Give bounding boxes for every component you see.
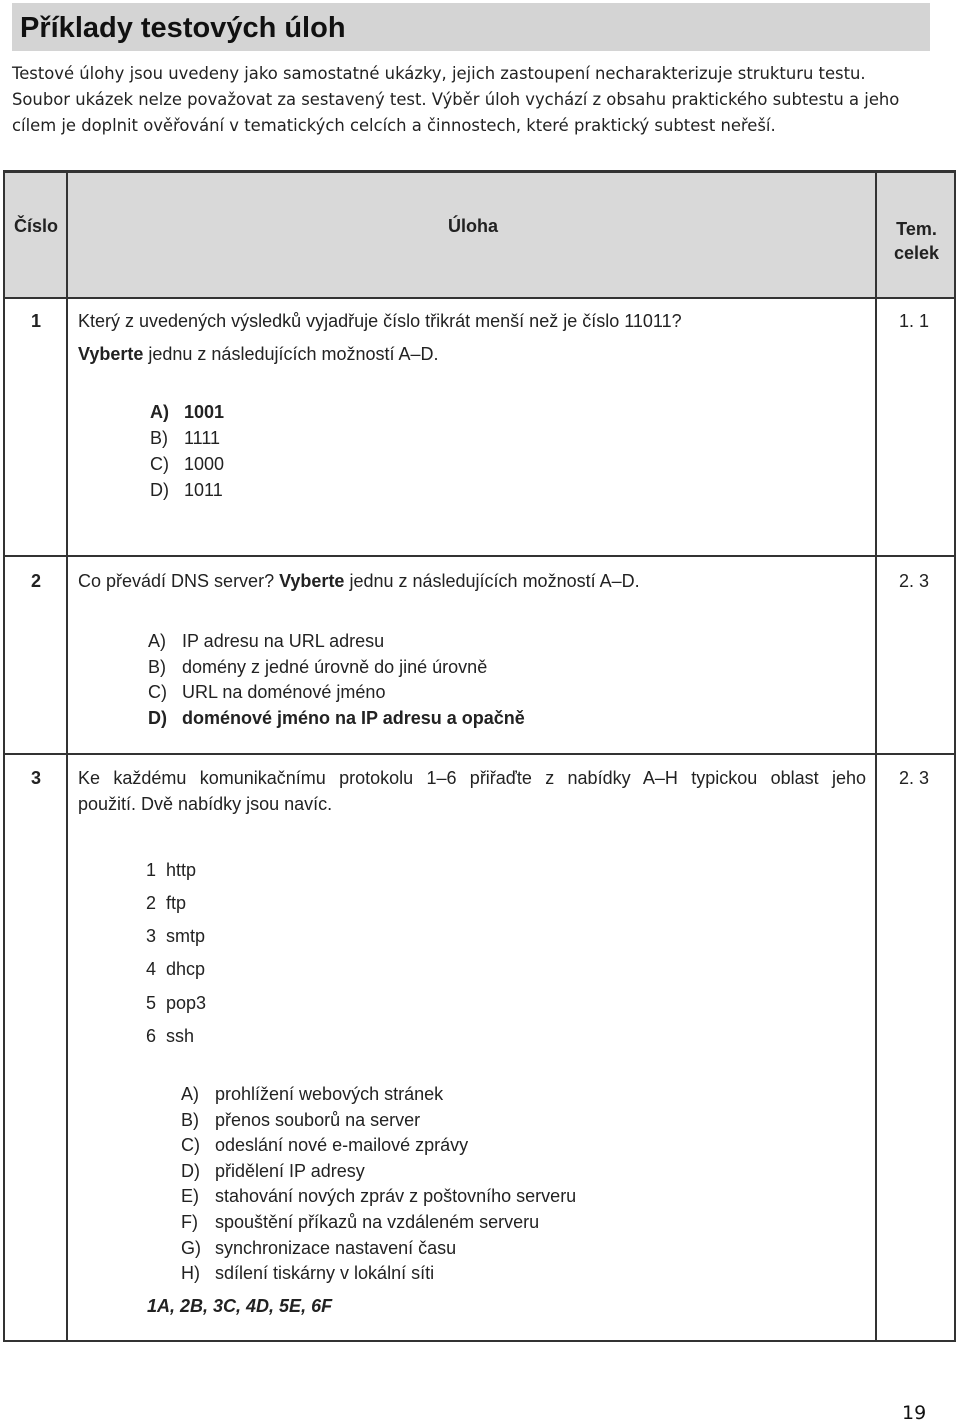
- task-number: 1: [31, 311, 42, 331]
- instruction-text: jednu z následujících možností A–D.: [344, 571, 640, 591]
- header-task: Úloha: [448, 216, 499, 236]
- option-item: D) přidělení IP adresy: [181, 1161, 365, 1181]
- intro-line: cílem je doplnit ověřování v tematických celcích a činnostech, které praktický subtest neřeší.: [12, 116, 776, 135]
- task-question: Ke každému komunikačnímu protokolu 1–6 přiřaďte z nabídky A–H typickou oblast jeho: [78, 768, 866, 788]
- option-item: D) doménové jméno na IP adresu a opačně: [148, 708, 525, 728]
- row-divider: [5, 297, 954, 299]
- option-item: A) IP adresu na URL adresu: [148, 631, 385, 651]
- option-item: F) spouštění příkazů na vzdáleném serveru: [181, 1212, 540, 1232]
- task-topic: 1. 1: [899, 311, 930, 331]
- task-question: Který z uvedených výsledků vyjadřuje číslo třikrát menší než je číslo 11011?: [78, 311, 682, 331]
- task-number: 2: [31, 571, 42, 591]
- intro-line: Testové úlohy jsou uvedeny jako samostatné ukázky, jejich zastoupení necharakterizuje strukturu testu.: [12, 64, 866, 83]
- option-item: C) 1000: [150, 454, 225, 474]
- tasks-table: [3, 170, 956, 1342]
- row-divider: [5, 753, 954, 755]
- task-number: 3: [31, 768, 42, 788]
- header-number: Číslo: [14, 216, 59, 236]
- column-divider: [875, 173, 877, 1340]
- header-topic-line: celek: [893, 243, 940, 263]
- header-topic: [877, 219, 956, 264]
- intro-paragraph: [12, 61, 932, 139]
- protocol-item: 4 dhcp: [146, 959, 206, 979]
- page-title: Příklady testových úloh: [12, 3, 930, 51]
- option-item: G) synchronizace nastavení času: [181, 1238, 457, 1258]
- instruction-keyword: Vyberte: [78, 344, 144, 364]
- task-topic: 2. 3: [899, 768, 930, 788]
- protocol-item: 1 http: [146, 860, 197, 880]
- option-item: B) domény z jedné úrovně do jiné úrovně: [148, 657, 488, 677]
- protocol-item: 3 smtp: [146, 926, 206, 946]
- option-item: B) přenos souborů na server: [181, 1110, 421, 1130]
- option-item: B) 1111: [150, 428, 221, 448]
- option-item: A) 1001: [150, 402, 225, 422]
- intro-line: Soubor ukázek nelze považovat za sestavený test. Výběr úloh vychází z obsahu praktického subtestu a jeho: [12, 90, 900, 109]
- row-divider: [5, 555, 954, 557]
- header-topic-line: Tem.: [896, 219, 937, 239]
- instruction-keyword: Vyberte: [279, 571, 345, 591]
- option-item: C) odeslání nové e-mailové zprávy: [181, 1135, 469, 1155]
- protocol-item: 5 pop3: [146, 993, 207, 1013]
- column-divider: [66, 173, 68, 1340]
- task-instruction: [78, 344, 439, 365]
- page-number: 19: [902, 1402, 927, 1424]
- option-item: E) stahování nových zpráv z poštovního serveru: [181, 1186, 577, 1206]
- option-item: A) prohlížení webových stránek: [181, 1084, 444, 1104]
- instruction-text: jednu z následujících možností A–D.: [143, 344, 439, 364]
- answer-key: 1A, 2B, 3C, 4D, 5E, 6F: [147, 1296, 333, 1316]
- protocol-item: 2 ftp: [146, 893, 187, 913]
- option-item: D) 1011: [150, 480, 223, 500]
- option-item: C) URL na doménové jméno: [148, 682, 386, 702]
- option-item: H) sdílení tiskárny v lokální síti: [181, 1263, 435, 1283]
- task-question: použití. Dvě nabídky jsou navíc.: [78, 794, 333, 814]
- task-question: Co převádí DNS server? Vyberte jednu z následujících možností A–D.: [78, 571, 640, 591]
- task-topic: 2. 3: [899, 571, 930, 591]
- protocol-item: 6 ssh: [146, 1026, 195, 1046]
